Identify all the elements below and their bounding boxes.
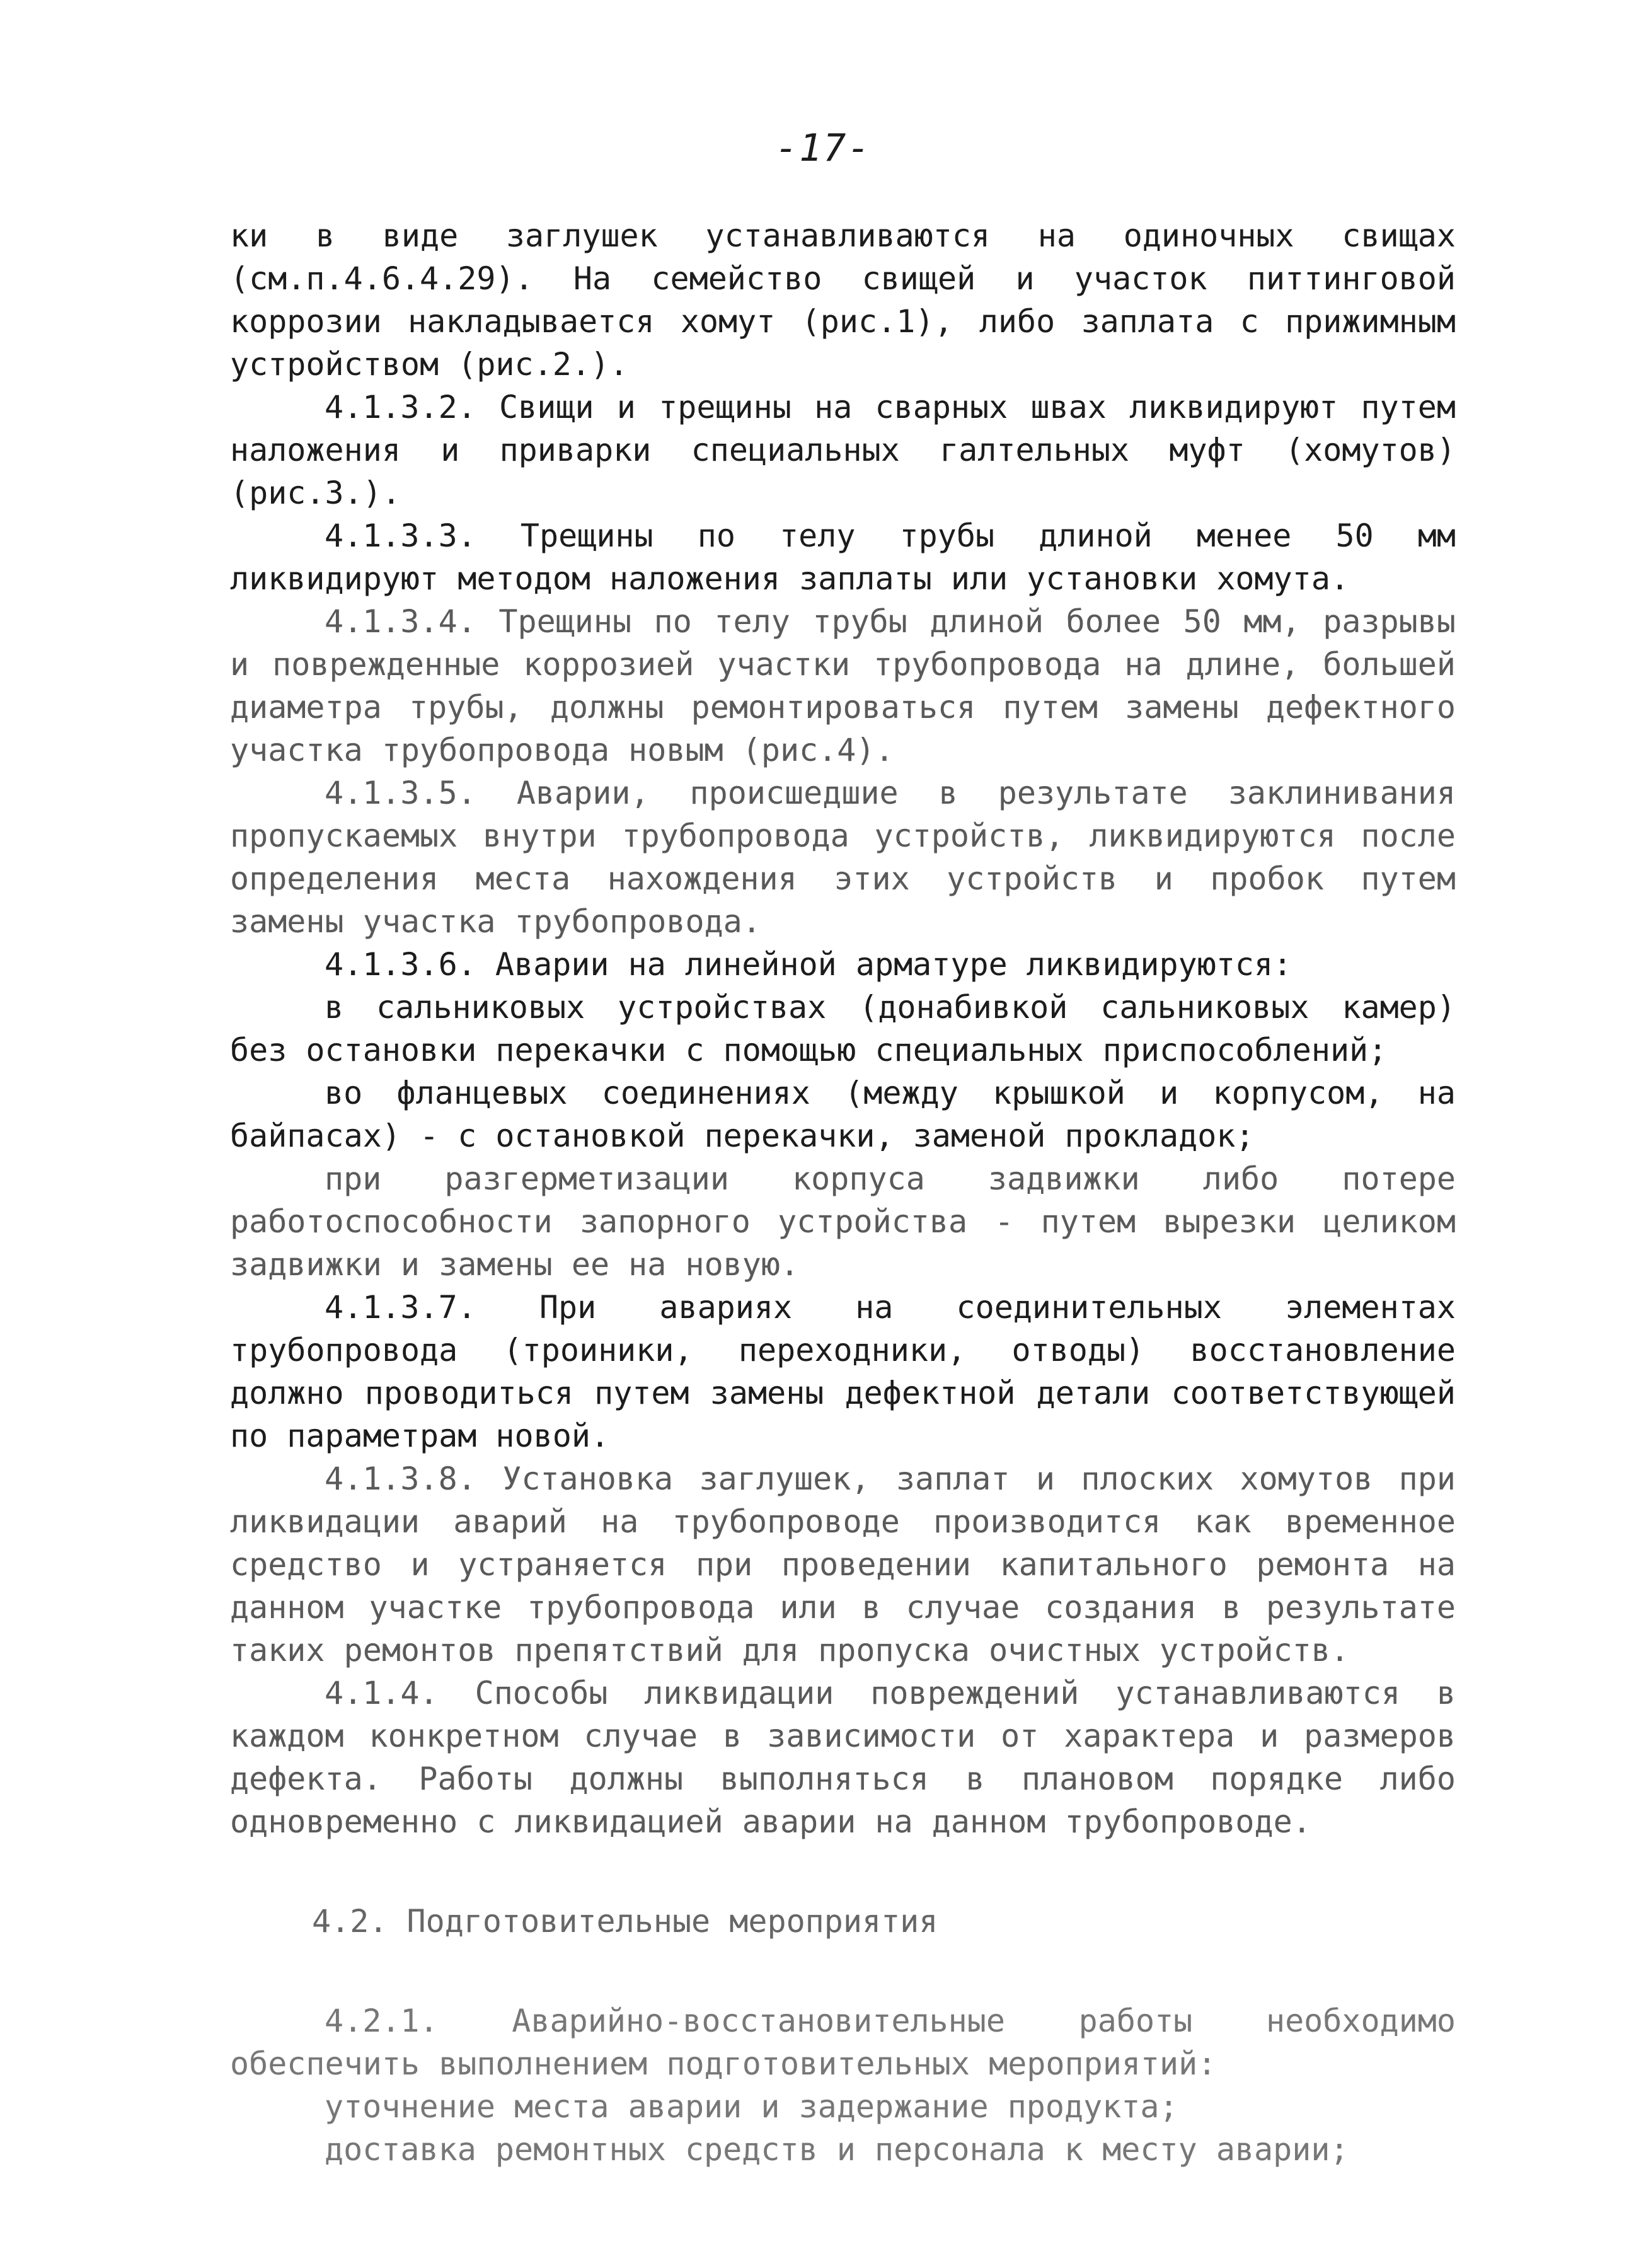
list-item-valve-body: при разгерметизации корпуса задвижки либо потере работоспособности запорного устройства - путем вырезки целиком задвижки и замены ее на новую. [230,1160,1456,1283]
document-body [230,214,1456,2171]
list-item-delivery: доставка ремонтных средств и персонала к месту аварии; [325,2131,1349,2168]
list-item-gland-devices: в сальниковых устройствах (донабивкой сальниковых камер) без остановки перекачки с помощью специальных приспособлений; [230,989,1456,1068]
paragraph-4-2-1: 4.2.1. Аварийно-восстановительные работы необходимо обеспечить выполнением подготовительных мероприятий: [230,2003,1456,2082]
paragraph-4-1-3-5: 4.1.3.5. Аварии, происшедшие в результате заклинивания пропускаемых внутри трубопровода устройств, ликвидируются после определения места нахождения этих устройств и пробок путем замены участка трубопровода. [230,775,1456,940]
section-heading-4-2: 4.2. Подготовительные мероприятия [312,1903,938,1940]
paragraph-4-1-3-4: 4.1.3.4. Трещины по телу трубы длиной более 50 мм, разрывы и поврежденные коррозией участки трубопровода на длине, большей диаметра трубы, должны ремонтироваться путем замены дефектного участка трубопровода новым (рис.4). [230,603,1456,768]
paragraph-4-1-3-3: 4.1.3.3. Трещины по телу трубы длиной менее 50 мм ликвидируют методом наложения заплаты или установки хомута. [230,518,1456,597]
paragraph-continuation: ки в виде заглушек устанавливаются на одиночных свищах (см.п.4.6.4.29). На семейство свищей и участок питтинговой коррозии накладывается хомут (рис.1), либо заплата с прижимным устройством (рис.2.). [230,217,1456,383]
paragraph-4-1-3-7: 4.1.3.7. При авариях на соединительных элементах трубопровода (троиники, переходники, отводы) восстановление должно проводиться путем замены дефектной детали соответствующей по параметрам новой. [230,1289,1456,1454]
paragraph-4-1-3-2: 4.1.3.2. Свищи и трещины на сварных швах ликвидируют путем наложения и приварки специальных галтельных муфт (хомутов) (рис.3.). [230,389,1456,511]
list-item-locate-accident: уточнение места аварии и задержание продукта; [325,2088,1178,2125]
page-number: -17- [775,126,872,170]
paragraph-4-1-3-8: 4.1.3.8. Установка заглушек, заплат и плоских хомутов при ликвидации аварий на трубопроводе производится как временное средство и устраняется при проведении капитального ремонта на данном участке трубопровода или в случае создания в результате таких ремонтов препятствий для пропуска очистных устройств. [230,1461,1456,1669]
paragraph-4-1-4: 4.1.4. Способы ликвидации повреждений устанавливаются в каждом конкретном случае в зависимости от характера и размеров дефекта. Работы должны выполняться в плановом порядке либо одновременно с ликвидацией аварии на данном трубопроводе. [230,1675,1456,1840]
list-item-flange-joints: во фланцевых соединениях (между крышкой и корпусом, на байпасах) - с остановкой перекачки, заменой прокладок; [230,1075,1456,1154]
paragraph-4-1-3-6: 4.1.3.6. Аварии на линейной арматуре ликвидируются: [325,946,1292,983]
